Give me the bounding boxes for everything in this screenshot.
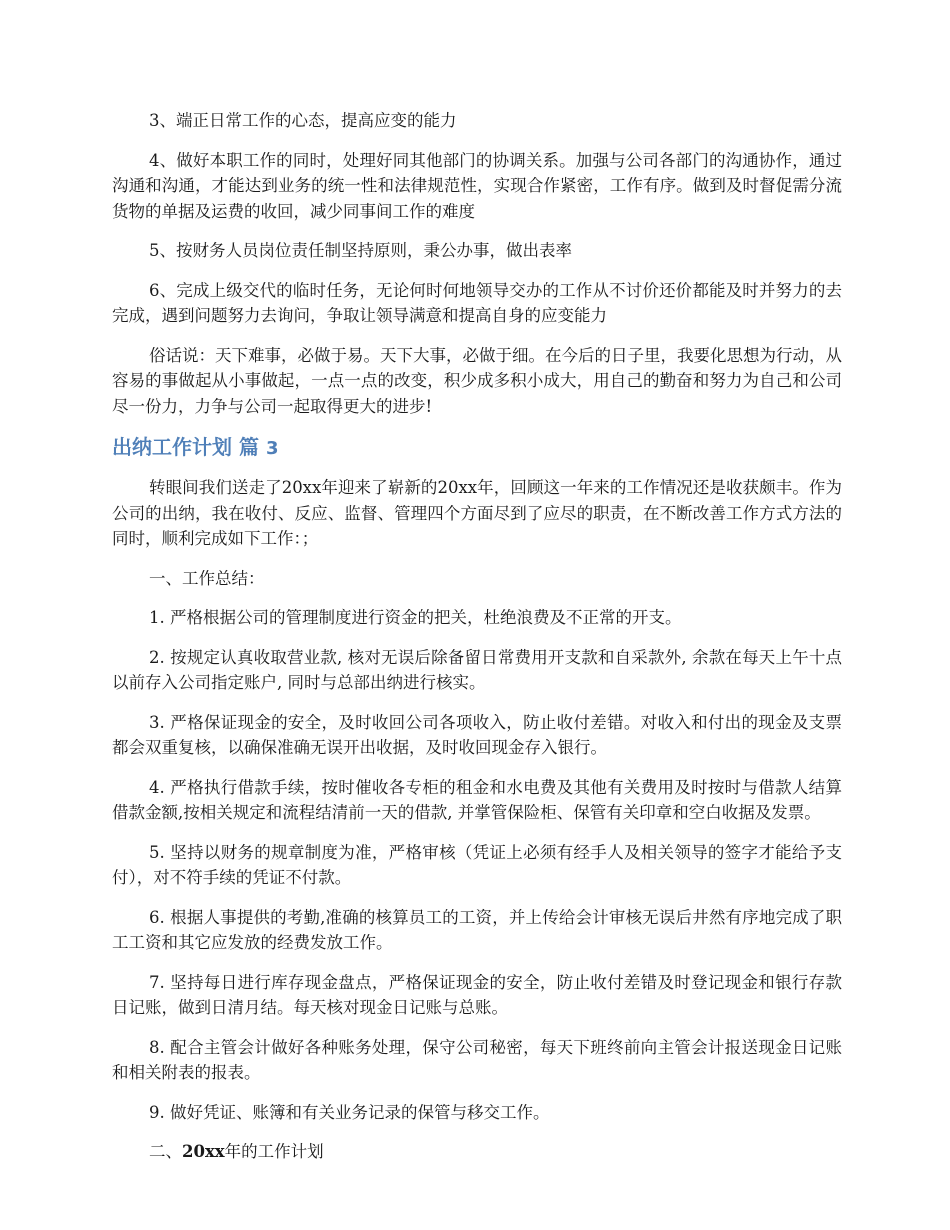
paragraph-item-6: 6、完成上级交代的临时任务，无论何时何地领导交办的工作从不讨价还价都能及时并努力的去完成，遇到问题努力去询问，争取让领导满意和提高自身的应变能力 (112, 280, 842, 325)
document-page (112, 108, 842, 1179)
paragraph-item-3: 3、端正日常工作的心态，提高应变的能力 (149, 111, 457, 130)
paragraph-item-5: 5、按财务人员岗位责任制坚持原则，秉公办事，做出表率 (149, 241, 572, 260)
summary-item-3: 3. 严格保证现金的安全，及时收回公司各项收入，防止收付差错。对收入和付出的现金及支票都会双重复核，以确保准确无误开出收据，及时收回现金存入银行。 (112, 712, 842, 757)
summary-item-2: 2. 按规定认真收取营业款, 核对无误后除备留日常费用开支款和自采款外, 余款在每天上午十点以前存入公司指定账户, 同时与总部出纳进行核实。 (112, 647, 842, 692)
summary-item-9: 9. 做好凭证、账簿和有关业务记录的保管与移交工作。 (149, 1102, 550, 1122)
summary-item-4: 4. 严格执行借款手续，按时催收各专柜的租金和水电费及其他有关费用及时按时与借款人结算借款金额,按相关规定和流程结清前一天的借款, 并掌管保险柜、保管有关印章和空白收据及发票。 (112, 777, 842, 822)
plan-heading-year: 20xx (182, 1142, 225, 1161)
plan-heading-suffix: 年的工作计划 (224, 1142, 324, 1161)
summary-item-6: 6. 根据人事提供的考勤,准确的核算员工的工资，并上传给会计审核无误后井然有序地完成了职工工资和其它应发放的经费发放工作。 (112, 907, 842, 952)
paragraph-summary-heading: 一、工作总结： (149, 568, 265, 588)
section-heading (112, 433, 842, 463)
section-heading-title: 出纳工作计划 (112, 435, 232, 459)
summary-item-7: 7. 坚持每日进行库存现金盘点，严格保证现金的安全，防止收付差错及时登记现金和银行存款日记账，做到日清月结。每天核对现金日记账与总账。 (112, 972, 842, 1017)
paragraph-conclusion: 俗话说：天下难事，必做于易。天下大事，必做于细。在今后的日子里，我要化思想为行动，从容易的事做起从小事做起，一点一点的改变，积少成多积小成大，用自己的勤奋和努力为自己和公司尽一份力，力争与公司一起取得更大的进步! (112, 345, 842, 416)
paragraph-intro: 转眼间我们送走了20xx年迎来了崭新的20xx年，回顾这一年来的工作情况还是收获颇丰。作为公司的出纳，我在收付、反应、监督、管理四个方面尽到了应尽的职责，在不断改善工作方式方法的同时，顺利完成如下工作：； (112, 478, 842, 548)
plan-heading-prefix: 二、 (149, 1142, 182, 1161)
paragraph-item-4: 4、做好本职工作的同时，处理好同其他部门的协调关系。加强与公司各部门的沟通协作，通过沟通和沟通，才能达到业务的统一性和法律规范性，实现合作紧密，工作有序。做到及时督促需分流货物的单据及运费的收回，减少同事间工作的难度 (112, 150, 842, 221)
paragraph-plan-heading (112, 1139, 842, 1165)
section-heading-suffix: 篇 (238, 435, 259, 459)
section-heading-number: 3 (265, 438, 279, 459)
summary-item-1: 1. 严格根据公司的管理制度进行资金的把关，杜绝浪费及不正常的开支。 (149, 608, 682, 627)
summary-item-5: 5. 坚持以财务的规章制度为准，严格审核（凭证上必须有经手人及相关领导的签字才能给予支付），对不符手续的凭证不付款。 (112, 842, 842, 887)
summary-item-8: 8. 配合主管会计做好各种账务处理，保守公司秘密，每天下班终前向主管会计报送现金日记账和相关附表的报表。 (112, 1037, 842, 1082)
